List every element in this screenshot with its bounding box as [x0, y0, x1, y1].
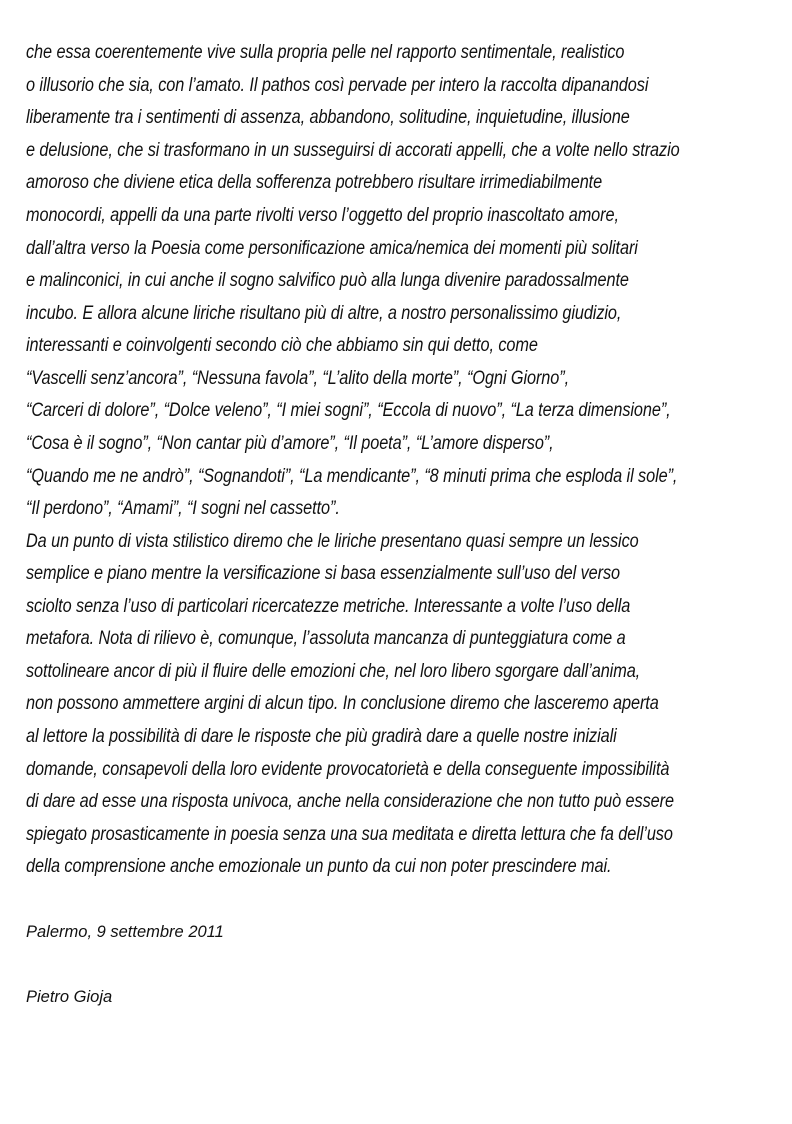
body-line: interessanti e coinvolgenti secondo ciò che abbiamo sin qui detto, come: [26, 334, 538, 356]
poem-titles-line: “Il perdono”, “Amami”, “I sogni nel cassetto”.: [26, 497, 340, 519]
author-signature: Pietro Gioja: [26, 988, 113, 1006]
body-line: metafora. Nota di rilievo è, comunque, l’assoluta mancanza di punteggiatura come a: [26, 627, 626, 649]
body-line: liberamente tra i sentimenti di assenza, abbandono, solitudine, inquietudine, illusione: [26, 106, 630, 128]
poem-titles-line: “Cosa è il sogno”, “Non cantar più d’amore”, “Il poeta”, “L’amore disperso”,: [26, 432, 554, 454]
body-line: domande, consapevoli della loro evidente provocatorietà e della conseguente impossibilità: [26, 758, 670, 780]
body-line: monocordi, appelli da una parte rivolti verso l’oggetto del proprio inascoltato amore,: [26, 204, 619, 226]
body-line: semplice e piano mentre la versificazione si basa essenzialmente sull’uso del verso: [26, 562, 621, 584]
body-line: sottolineare ancor di più il fluire delle emozioni che, nel loro libero sgorgare dall’anima,: [26, 660, 641, 682]
poem-titles-line: “Carceri di dolore”, “Dolce veleno”, “I miei sogni”, “Eccola di nuovo”, “La terza dimensione”,: [26, 399, 671, 421]
body-line: sciolto senza l’uso di particolari ricercatezze metriche. Interessante a volte l’uso della: [26, 595, 631, 617]
body-line: che essa coerentemente vive sulla propria pelle nel rapporto sentimentale, realistico: [26, 41, 625, 63]
body-line: incubo. E allora alcune liriche risultano più di altre, a nostro personalissimo giudizio,: [26, 302, 622, 324]
body-line: al lettore la possibilità di dare le risposte che più gradirà dare a quelle nostre iniziali: [26, 725, 617, 747]
body-line: o illusorio che sia, con l’amato. Il pathos così pervade per intero la raccolta dipanandosi: [26, 74, 649, 96]
body-line: Da un punto di vista stilistico diremo che le liriche presentano quasi sempre un lessico: [26, 530, 639, 552]
poem-titles-line: “Vascelli senz’ancora”, “Nessuna favola”, “L’alito della morte”, “Ogni Giorno”,: [26, 367, 570, 389]
body-line: della comprensione anche emozionale un punto da cui non poter prescindere mai.: [26, 855, 612, 877]
body-line: non possono ammettere argini di alcun tipo. In conclusione diremo che lasceremo aperta: [26, 692, 659, 714]
body-line: amoroso che diviene etica della sofferenza potrebbero risultare irrimediabilmente: [26, 171, 603, 193]
body-line: spiegato prosasticamente in poesia senza una sua meditata e diretta lettura che fa dell’uso: [26, 823, 673, 845]
body-line: e delusione, che si trasformano in un susseguirsi di accorati appelli, che a volte nello strazio: [26, 139, 680, 161]
place-date: Palermo, 9 settembre 2011: [26, 923, 224, 941]
body-line: e malinconici, in cui anche il sogno salvifico può alla lunga divenire paradossalmente: [26, 269, 629, 291]
poem-titles-line: “Quando me ne andrò”, “Sognandoti”, “La mendicante”, “8 minuti prima che esploda il sole”,: [26, 465, 678, 487]
body-line: di dare ad esse una risposta univoca, anche nella considerazione che non tutto può essere: [26, 790, 674, 812]
body-line: dall’altra verso la Poesia come personificazione amica/nemica dei momenti più solitari: [26, 237, 638, 259]
